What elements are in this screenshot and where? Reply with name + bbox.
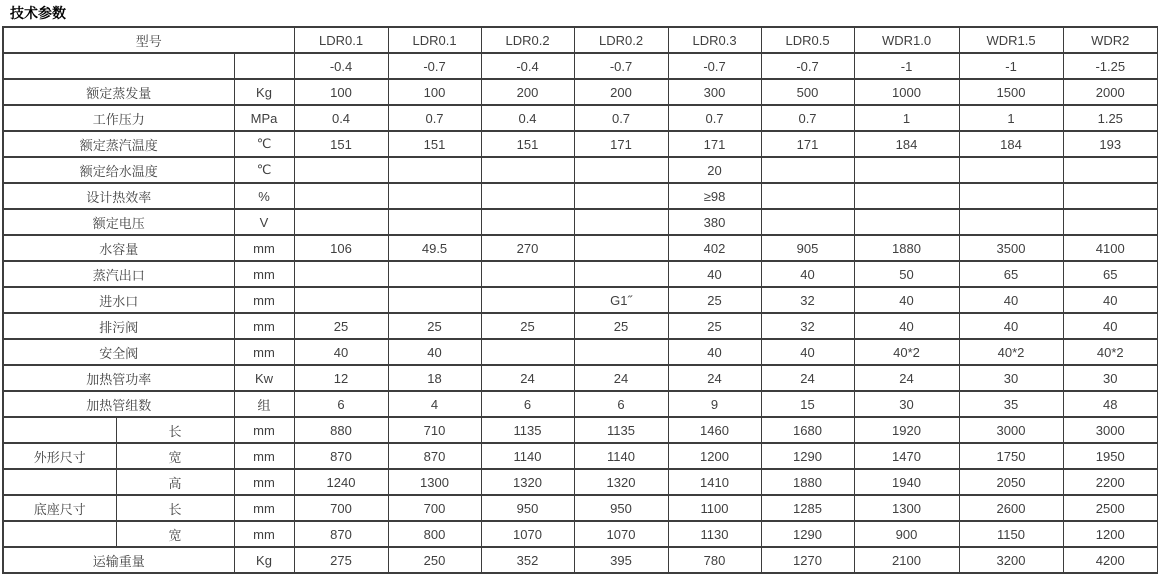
cell: -1	[854, 53, 959, 79]
cell: 32	[761, 287, 854, 313]
group-label	[3, 521, 116, 547]
cell: 395	[574, 547, 668, 573]
cell: 151	[481, 131, 574, 157]
cell: 352	[481, 547, 574, 573]
cell: 1150	[959, 521, 1063, 547]
cell: 2000	[1063, 79, 1158, 105]
cell	[761, 209, 854, 235]
unit-cell: mm	[234, 469, 294, 495]
cell	[959, 157, 1063, 183]
cell	[854, 183, 959, 209]
cell: -0.7	[668, 53, 761, 79]
unit-cell: mm	[234, 261, 294, 287]
row-label: 额定蒸汽温度	[3, 131, 234, 157]
cell	[294, 157, 388, 183]
cell: 2100	[854, 547, 959, 573]
cell	[294, 261, 388, 287]
row-rated-feedwater-temp	[3, 157, 1158, 183]
cell: 24	[761, 365, 854, 391]
cell: 25	[668, 313, 761, 339]
cell	[388, 261, 481, 287]
cell: 1460	[668, 417, 761, 443]
cell: 40	[761, 261, 854, 287]
cell: 1290	[761, 521, 854, 547]
cell: 25	[294, 313, 388, 339]
cell: 1070	[574, 521, 668, 547]
cell: 40	[854, 313, 959, 339]
cell	[481, 339, 574, 365]
cell: G1˝	[574, 287, 668, 313]
cell: 1140	[574, 443, 668, 469]
cell: 3200	[959, 547, 1063, 573]
cell	[481, 261, 574, 287]
row-overall-width	[3, 443, 1158, 469]
row-rated-evaporation	[3, 79, 1158, 105]
cell: -0.7	[574, 53, 668, 79]
cell: -0.7	[761, 53, 854, 79]
cell	[574, 209, 668, 235]
model-cell: LDR0.1	[388, 27, 481, 53]
cell: 40	[959, 313, 1063, 339]
cell: 30	[854, 391, 959, 417]
cell: 880	[294, 417, 388, 443]
row-rated-voltage	[3, 209, 1158, 235]
cell: 40	[1063, 287, 1158, 313]
row-water-capacity	[3, 235, 1158, 261]
cell: 1880	[854, 235, 959, 261]
cell: 25	[388, 313, 481, 339]
row-working-pressure	[3, 105, 1158, 131]
cell: 35	[959, 391, 1063, 417]
cell: 300	[668, 79, 761, 105]
cell: 151	[388, 131, 481, 157]
cell	[481, 157, 574, 183]
cell: 25	[574, 313, 668, 339]
row-label: 额定蒸发量	[3, 79, 234, 105]
cell: 1200	[668, 443, 761, 469]
cell: 1135	[574, 417, 668, 443]
cell: 700	[294, 495, 388, 521]
cell: 0.4	[294, 105, 388, 131]
unit-cell: mm	[234, 417, 294, 443]
cell	[959, 209, 1063, 235]
cell: 40	[668, 261, 761, 287]
cell: 65	[959, 261, 1063, 287]
cell: 1	[854, 105, 959, 131]
unit-cell: mm	[234, 521, 294, 547]
cell: 30	[1063, 365, 1158, 391]
row-label: 额定电压	[3, 209, 234, 235]
row-label: 排污阀	[3, 313, 234, 339]
model-cell: LDR0.2	[574, 27, 668, 53]
cell: 0.7	[761, 105, 854, 131]
cell: 40*2	[959, 339, 1063, 365]
cell: 0.4	[481, 105, 574, 131]
cell: 1.25	[1063, 105, 1158, 131]
cell: 950	[481, 495, 574, 521]
spec-table	[2, 26, 1158, 574]
cell: 25	[668, 287, 761, 313]
cell: 380	[668, 209, 761, 235]
row-label: 加热管组数	[3, 391, 234, 417]
cell: 24	[668, 365, 761, 391]
cell: 2500	[1063, 495, 1158, 521]
unit-cell: mm	[234, 443, 294, 469]
row-label: 运输重量	[3, 547, 234, 573]
cell: 40	[854, 287, 959, 313]
cell: 1950	[1063, 443, 1158, 469]
sub-label: 宽	[116, 443, 234, 469]
cell	[761, 183, 854, 209]
cell: 193	[1063, 131, 1158, 157]
cell: 2200	[1063, 469, 1158, 495]
cell	[761, 157, 854, 183]
row-label: 设计热效率	[3, 183, 234, 209]
model-cell: WDR2	[1063, 27, 1158, 53]
cell: 870	[294, 521, 388, 547]
unit-cell: V	[234, 209, 294, 235]
cell: 2050	[959, 469, 1063, 495]
cell: 0.7	[574, 105, 668, 131]
unit-cell: ℃	[234, 157, 294, 183]
cell: 40	[1063, 313, 1158, 339]
cell: 1750	[959, 443, 1063, 469]
cell: 100	[294, 79, 388, 105]
cell	[481, 183, 574, 209]
cell: 1270	[761, 547, 854, 573]
unit-cell: Kg	[234, 547, 294, 573]
cell: 250	[388, 547, 481, 573]
row-label: 蒸汽出口	[3, 261, 234, 287]
row-rated-steam-temp	[3, 131, 1158, 157]
row-steam-outlet	[3, 261, 1158, 287]
cell: -0.4	[294, 53, 388, 79]
cell	[388, 183, 481, 209]
cell	[574, 183, 668, 209]
cell: 0.7	[668, 105, 761, 131]
cell: 184	[959, 131, 1063, 157]
sub-label: 高	[116, 469, 234, 495]
cell: 800	[388, 521, 481, 547]
cell: 1320	[481, 469, 574, 495]
cell: 1300	[388, 469, 481, 495]
row-label	[3, 53, 234, 79]
cell: 40	[388, 339, 481, 365]
cell: 24	[481, 365, 574, 391]
cell	[574, 261, 668, 287]
cell: 1070	[481, 521, 574, 547]
group-label	[3, 417, 116, 443]
unit-cell: mm	[234, 287, 294, 313]
cell: 1140	[481, 443, 574, 469]
cell: ≥98	[668, 183, 761, 209]
cell: 30	[959, 365, 1063, 391]
unit-cell: mm	[234, 339, 294, 365]
cell: 200	[481, 79, 574, 105]
cell: 710	[388, 417, 481, 443]
cell: 40	[959, 287, 1063, 313]
cell: 9	[668, 391, 761, 417]
row-label: 工作压力	[3, 105, 234, 131]
cell: 1285	[761, 495, 854, 521]
cell: 1500	[959, 79, 1063, 105]
cell	[854, 157, 959, 183]
unit-cell	[234, 53, 294, 79]
cell	[481, 287, 574, 313]
cell: 40	[294, 339, 388, 365]
unit-cell: %	[234, 183, 294, 209]
cell: 18	[388, 365, 481, 391]
model-cell: WDR1.0	[854, 27, 959, 53]
cell: 1000	[854, 79, 959, 105]
page-title: 技术参数	[10, 5, 66, 21]
cell	[574, 235, 668, 261]
row-model-variant	[3, 53, 1158, 79]
cell: 700	[388, 495, 481, 521]
cell	[1063, 209, 1158, 235]
cell	[294, 209, 388, 235]
cell: 1320	[574, 469, 668, 495]
sub-label: 长	[116, 495, 234, 521]
cell: 100	[388, 79, 481, 105]
cell: 184	[854, 131, 959, 157]
cell: 1470	[854, 443, 959, 469]
unit-cell: Kg	[234, 79, 294, 105]
row-design-thermal-efficiency	[3, 183, 1158, 209]
cell: 6	[574, 391, 668, 417]
cell: 15	[761, 391, 854, 417]
cell: 200	[574, 79, 668, 105]
unit-cell: MPa	[234, 105, 294, 131]
cell: 49.5	[388, 235, 481, 261]
cell: 270	[481, 235, 574, 261]
cell: 950	[574, 495, 668, 521]
cell: 1130	[668, 521, 761, 547]
group-label: 外形尺寸	[3, 443, 116, 469]
sub-label: 长	[116, 417, 234, 443]
model-cell: LDR0.1	[294, 27, 388, 53]
table-row-header	[3, 27, 1158, 53]
sub-label: 宽	[116, 521, 234, 547]
cell	[1063, 157, 1158, 183]
model-cell: LDR0.5	[761, 27, 854, 53]
cell	[854, 209, 959, 235]
cell: 12	[294, 365, 388, 391]
model-cell: LDR0.2	[481, 27, 574, 53]
cell: 0.7	[388, 105, 481, 131]
cell: 24	[574, 365, 668, 391]
row-label: 额定给水温度	[3, 157, 234, 183]
cell: 1940	[854, 469, 959, 495]
cell: 171	[574, 131, 668, 157]
cell: 4100	[1063, 235, 1158, 261]
cell: 50	[854, 261, 959, 287]
cell: 6	[481, 391, 574, 417]
cell: 500	[761, 79, 854, 105]
cell: 1100	[668, 495, 761, 521]
cell	[481, 209, 574, 235]
cell: 275	[294, 547, 388, 573]
cell: 1240	[294, 469, 388, 495]
cell: 151	[294, 131, 388, 157]
cell: 1410	[668, 469, 761, 495]
cell: -1	[959, 53, 1063, 79]
row-overall-height	[3, 469, 1158, 495]
cell: 870	[388, 443, 481, 469]
cell	[574, 339, 668, 365]
row-label: 安全阀	[3, 339, 234, 365]
cell	[574, 157, 668, 183]
unit-cell: 组	[234, 391, 294, 417]
cell: 48	[1063, 391, 1158, 417]
row-label: 进水口	[3, 287, 234, 313]
row-blowdown-valve	[3, 313, 1158, 339]
unit-cell: mm	[234, 495, 294, 521]
row-overall-length	[3, 417, 1158, 443]
cell: 171	[761, 131, 854, 157]
cell: 1	[959, 105, 1063, 131]
cell: 1920	[854, 417, 959, 443]
row-label: 加热管功率	[3, 365, 234, 391]
cell: 4	[388, 391, 481, 417]
cell: 3000	[959, 417, 1063, 443]
row-water-inlet	[3, 287, 1158, 313]
group-label	[3, 469, 116, 495]
cell	[388, 209, 481, 235]
cell: 40	[761, 339, 854, 365]
cell: 40	[668, 339, 761, 365]
cell: 780	[668, 547, 761, 573]
row-base-width	[3, 521, 1158, 547]
model-cell: LDR0.3	[668, 27, 761, 53]
cell: 870	[294, 443, 388, 469]
cell: -0.7	[388, 53, 481, 79]
cell: -0.4	[481, 53, 574, 79]
row-heating-tube-groups	[3, 391, 1158, 417]
cell: -1.25	[1063, 53, 1158, 79]
cell: 40*2	[1063, 339, 1158, 365]
cell: 20	[668, 157, 761, 183]
cell: 1880	[761, 469, 854, 495]
unit-cell: Kw	[234, 365, 294, 391]
cell: 402	[668, 235, 761, 261]
row-base-length	[3, 495, 1158, 521]
cell	[959, 183, 1063, 209]
cell	[294, 287, 388, 313]
cell	[1063, 183, 1158, 209]
cell: 3000	[1063, 417, 1158, 443]
cell: 24	[854, 365, 959, 391]
cell: 1290	[761, 443, 854, 469]
row-transport-weight	[3, 547, 1158, 573]
cell	[388, 157, 481, 183]
row-safety-valve	[3, 339, 1158, 365]
cell: 65	[1063, 261, 1158, 287]
model-cell: WDR1.5	[959, 27, 1063, 53]
cell: 4200	[1063, 547, 1158, 573]
cell: 900	[854, 521, 959, 547]
cell: 1300	[854, 495, 959, 521]
unit-cell: ℃	[234, 131, 294, 157]
cell: 1135	[481, 417, 574, 443]
cell: 171	[668, 131, 761, 157]
unit-cell: mm	[234, 313, 294, 339]
row-label: 水容量	[3, 235, 234, 261]
cell	[388, 287, 481, 313]
cell: 40*2	[854, 339, 959, 365]
cell: 1200	[1063, 521, 1158, 547]
cell: 905	[761, 235, 854, 261]
cell: 6	[294, 391, 388, 417]
cell	[294, 183, 388, 209]
row-heating-tube-power	[3, 365, 1158, 391]
row-label: 型号	[3, 27, 294, 53]
group-label: 底座尺寸	[3, 495, 116, 521]
cell: 106	[294, 235, 388, 261]
cell: 2600	[959, 495, 1063, 521]
cell: 25	[481, 313, 574, 339]
cell: 32	[761, 313, 854, 339]
cell: 3500	[959, 235, 1063, 261]
cell: 1680	[761, 417, 854, 443]
unit-cell: mm	[234, 235, 294, 261]
